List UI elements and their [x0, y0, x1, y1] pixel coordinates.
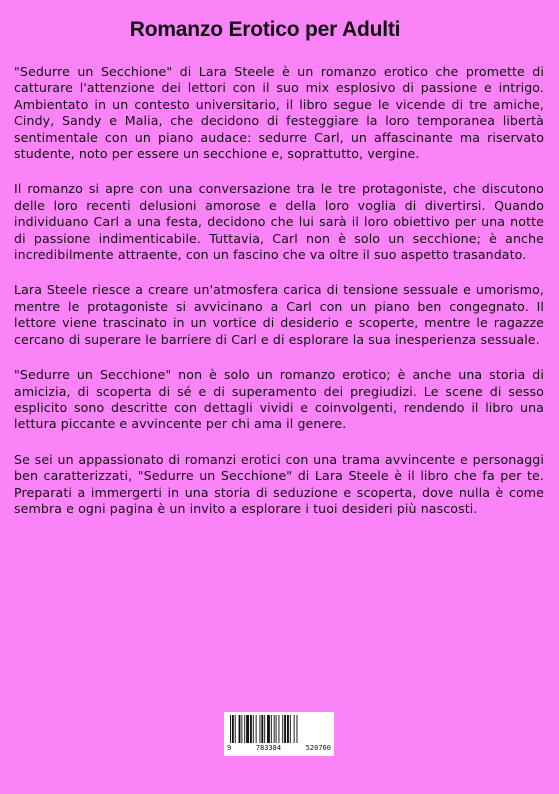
description-body: [14, 64, 544, 536]
barcode-group-right: 520760: [305, 744, 331, 752]
barcode-digits: [227, 744, 331, 752]
paragraph-themes: "Sedurre un Secchione" non è solo un romanzo erotico; è anche una storia di amicizia, di scoperta di sé e di superamento dei pregiudizi. Le scene di sesso esplicito sono descritte con dettagli vividi e coinvolgenti, rendendo il libro una lettura piccante e avvincente per chi ama il genere.: [14, 367, 544, 432]
paragraph-atmosphere: Lara Steele riesce a creare un'atmosfera carica di tensione sessuale e umorismo, mentre le protagoniste si avvicinano a Carl con un piano ben congegnato. Il lettore viene trascinato in un vortice di desiderio e scoperte, mentre le ragazze cercano di superare le barriere di Carl e di esplorare la sua inesperienza sessuale.: [14, 282, 544, 347]
paragraph-opening: Il romanzo si apre con una conversazione tra le tre protagoniste, che discutono delle loro recenti delusioni amorose e della loro voglia di divertirsi. Quando individuano Carl a una festa, decidono che lui sarà il loro obiettivo per una notte di passione indimenticabile. Tuttavia, Carl non è solo un secchione; è anche incredibilmente attraente, con un fascino che va oltre il suo aspetto trasandato.: [14, 181, 544, 263]
isbn-barcode: [224, 712, 334, 756]
paragraph-recommendation: Se sei un appassionato di romanzi erotici con una trama avvincente e personaggi ben caratterizzati, "Sedurre un Secchione" di Lara Steele è il libro che fa per te. Preparati a immergerti in una storia di seduzione e scoperta, dove nulla è come sembra e ogni pagina è un invito a esplorare i tuoi desideri più nascosti.: [14, 451, 544, 516]
page-title: Romanzo Erotico per Adulti: [129, 18, 401, 41]
paragraph-intro: "Sedurre un Secchione" di Lara Steele è un romanzo erotico che promette di catturare l'attenzione dei lettori con il suo mix esplosivo di passione e intrigo. Ambientato in un contesto universitario, il libro segue le vicende di tre amiche, Cindy, Sandy e Malia, che decidono di festeggiare la loro temporanea libertà sentimentale con un piano audace: sedurre Carl, un affascinante ma riservato studente, noto per essere un secchione e, soprattutto, vergine.: [14, 64, 544, 162]
barcode-group-left: 783384: [255, 744, 282, 752]
barcode-bars: [230, 715, 330, 743]
barcode-digit-first: 9: [227, 744, 232, 752]
